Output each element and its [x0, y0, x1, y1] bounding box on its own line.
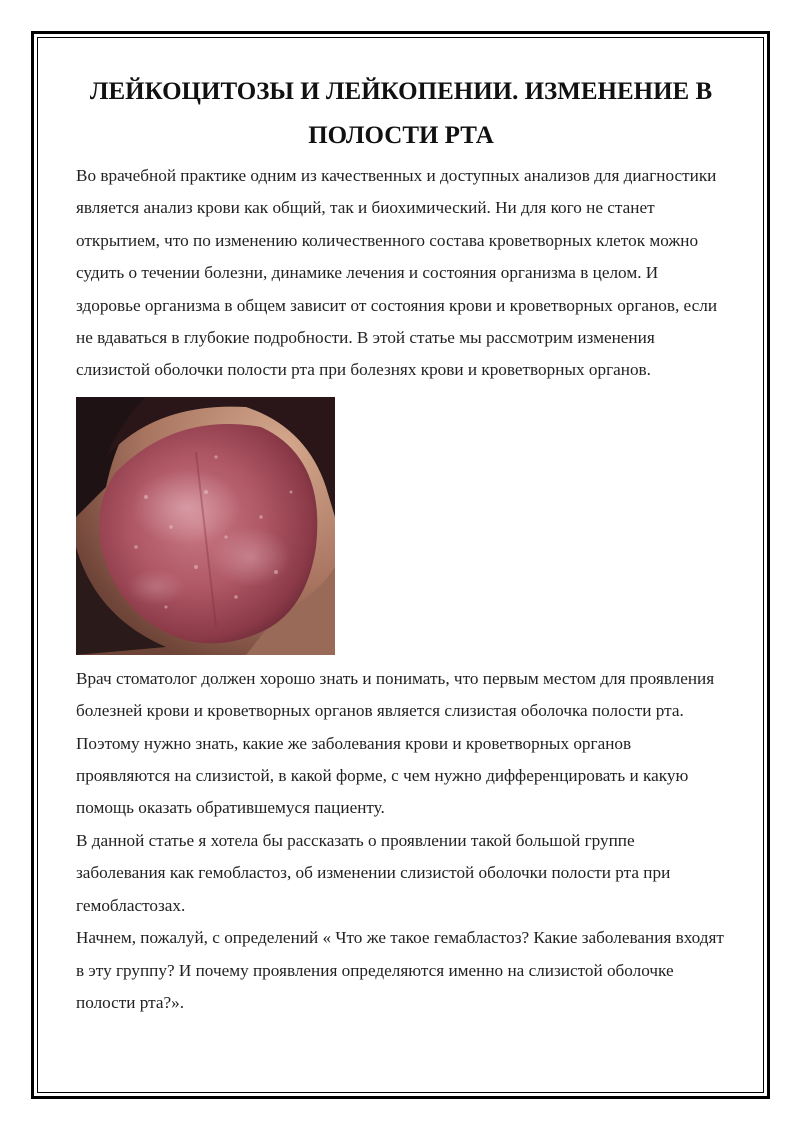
intro-paragraph: Во врачебной практике одним из качественных и доступных анализов для диагностики является анализ крови как общий, так и биохимический. Ни для кого не станет открытием, что по изменению количественного состава кроветворных клеток можно судить о течении болезни, динамике лечения и состояния организма в целом. И здоровье организма в общем зависит от состояния крови и кроветворных органов, если не вдаваться в глубокие подробности. В этой статье мы рассмотрим изменения слизистой оболочки полости рта при болезнях крови и кроветворных органов. [76, 166, 718, 380]
body-paragraph: Врач стоматолог должен хорошо знать и понимать, что первым местом для проявления болезней крови и кроветворных органов является слизистая оболочка полости рта. Поэтому нужно знать, какие же заболевания крови и кроветворных органов проявляются на слизистой, в какой форме, с чем нужно дифференцировать и какую помощь оказать обратившемуся пациенту. [76, 668, 715, 818]
body-paragraph: Начнем, пожалуй, с определений « Что же такое гемабластоз? Какие заболевания входят в эту группу? И почему проявления определяются именно на слизистой оболочке полости рта?». [76, 928, 724, 1012]
article [76, 70, 726, 1019]
article-title: ЛЕЙКОЦИТОЗЫ И ЛЕЙКОПЕНИИ. ИЗМЕНЕНИЕ В ПОЛОСТИ РТА [89, 78, 713, 149]
body-paragraph: В данной статье я хотела бы рассказать о проявлении такой большой группе заболевания как гемобластоз, об изменении слизистой оболочки полости рта при гемобластозах. [76, 830, 671, 915]
tongue-photo [76, 397, 335, 655]
